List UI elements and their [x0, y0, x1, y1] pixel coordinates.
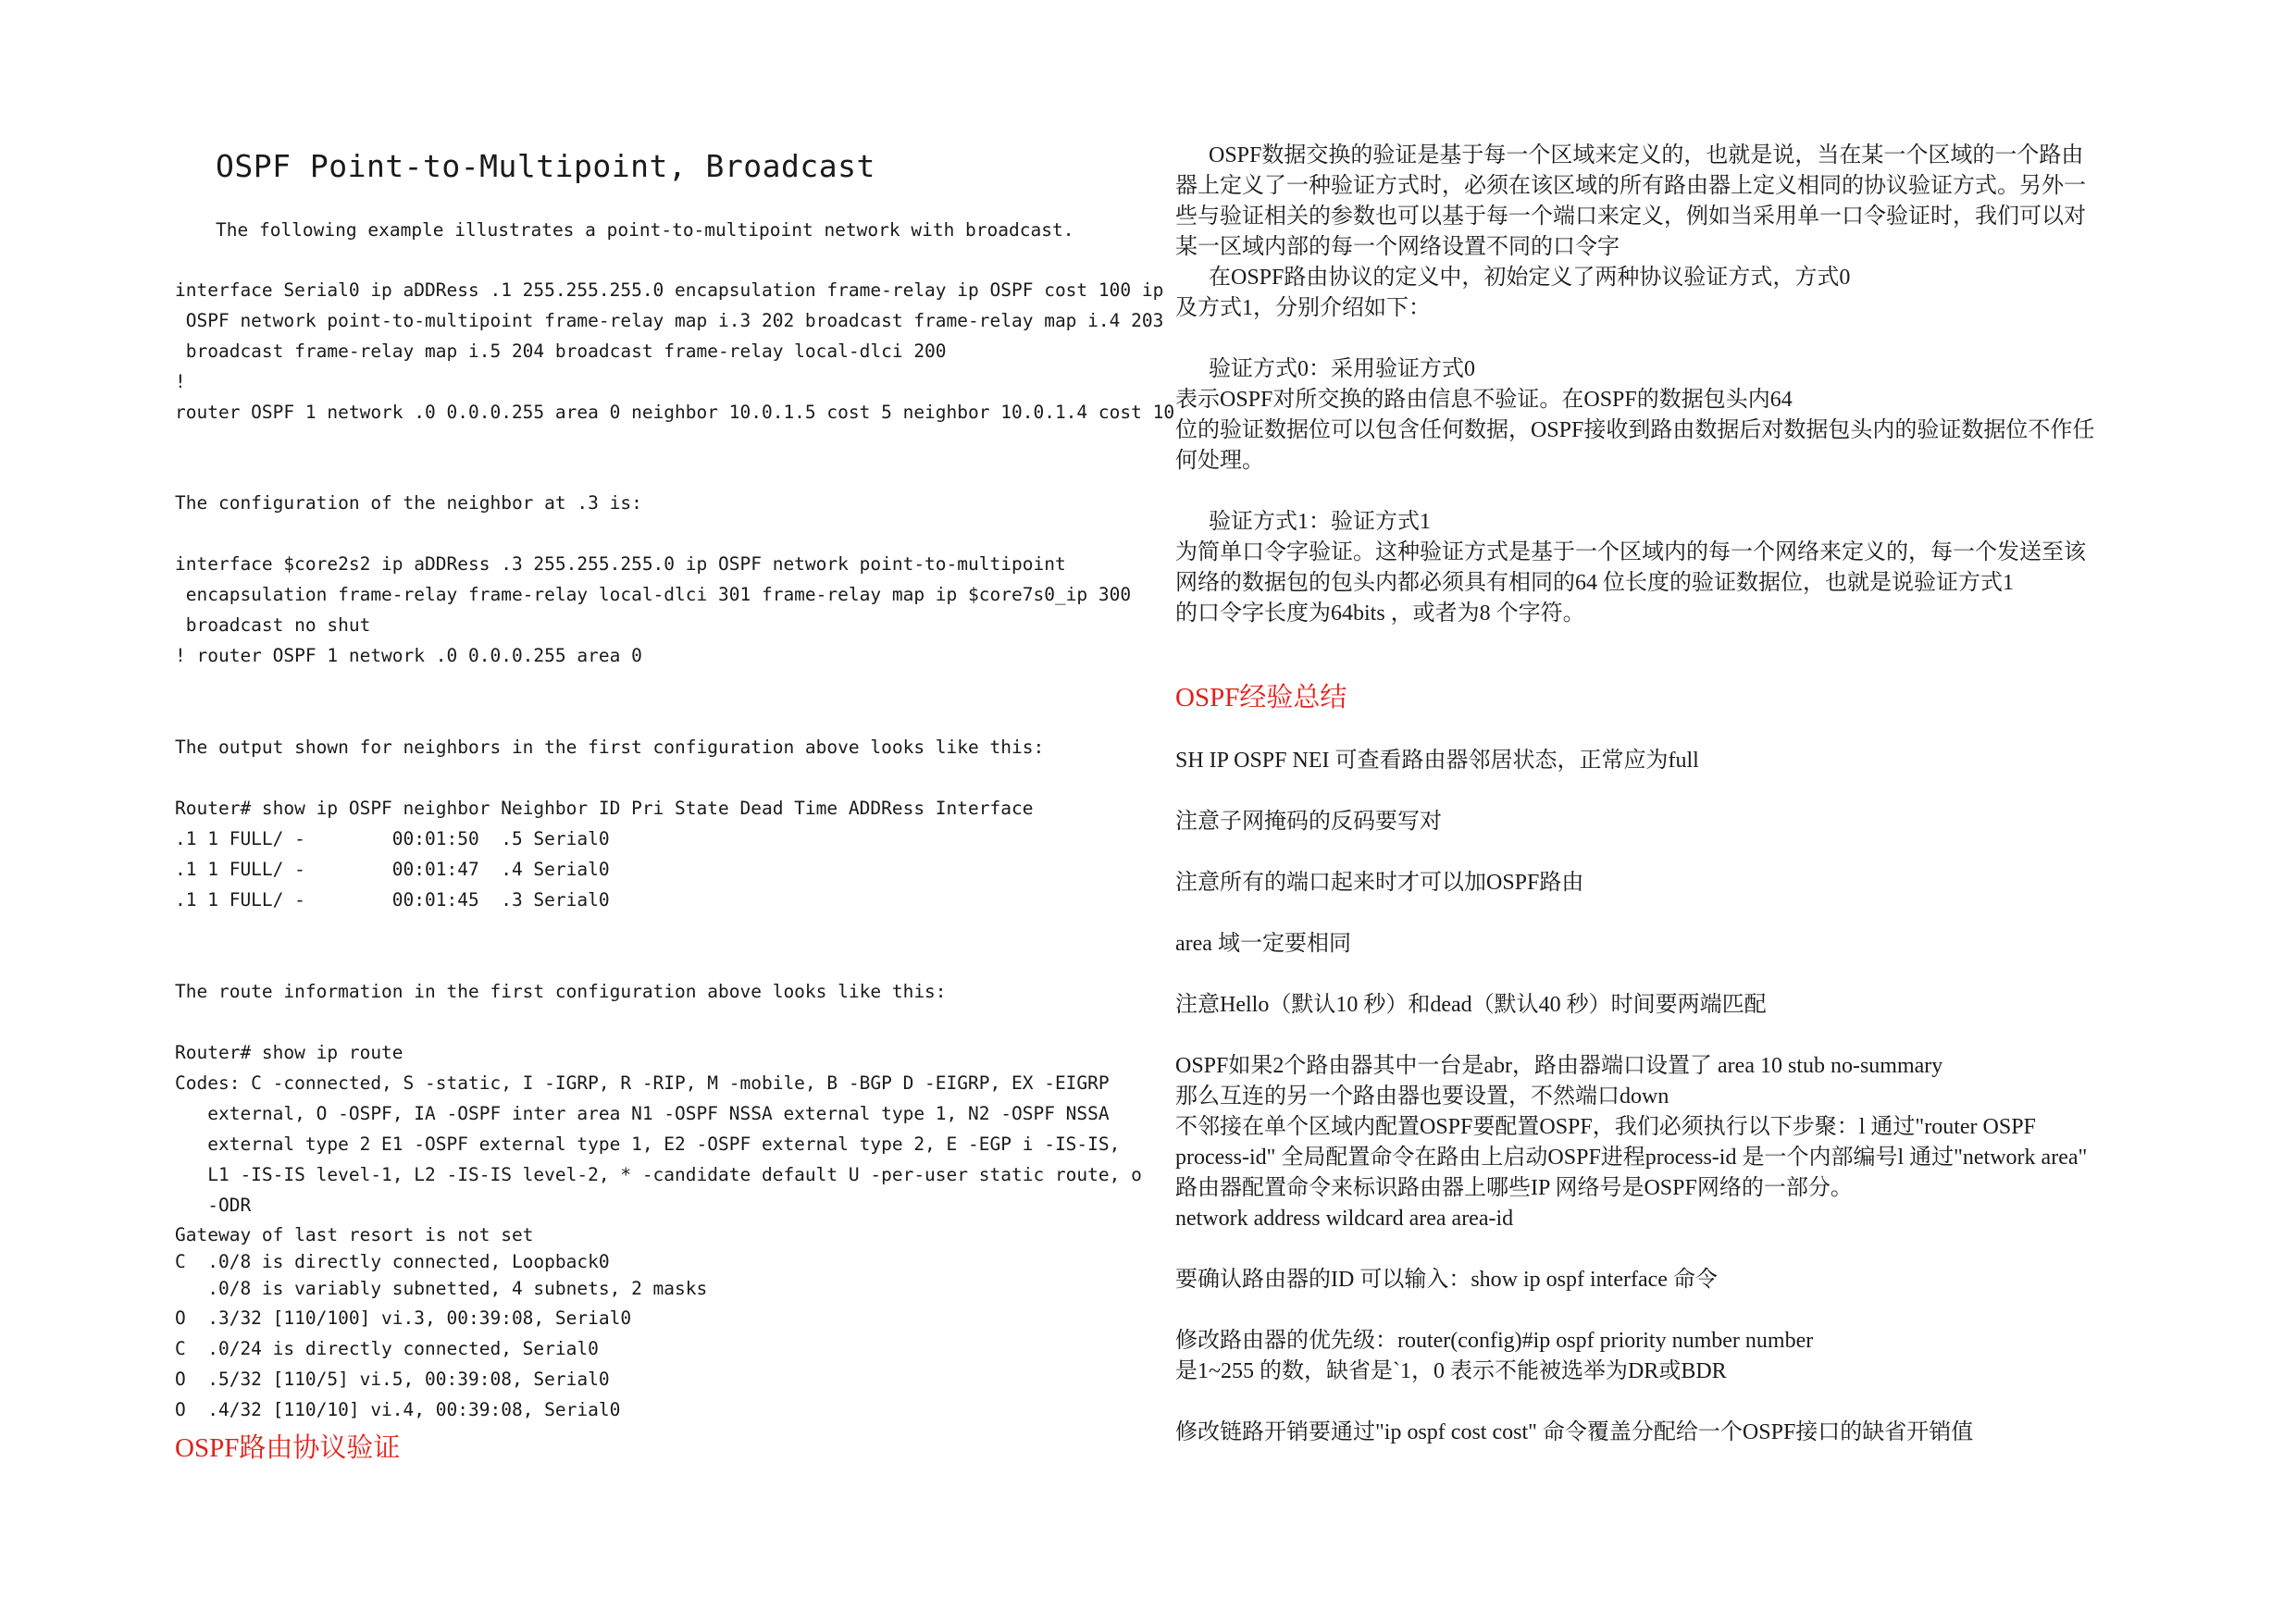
block1-line: process-id" 全局配置命令在路由上启动OSPF进程process-id 是一个内部编号l 通过"network area" — [1175, 1146, 2088, 1170]
auth-heading: OSPF路由协议验证 — [175, 1433, 401, 1463]
tip-line: SH IP OSPF NEI 可查看路由器邻居状态，正常应为full — [1175, 749, 1699, 773]
route-output-line: L1 -IS-IS level-1, L2 -IS-IS level-2, * -candidate default U -per-user static route, o — [175, 1164, 1142, 1185]
page-title: OSPF Point-to-Multipoint, Broadcast — [216, 148, 875, 184]
config-line: broadcast frame-relay map i.5 204 broadcast frame-relay local-dlci 200 — [175, 341, 947, 362]
route-output-line: Codes: C -connected, S -static, I -IGRP, R -RIP, M -mobile, B -BGP D -EIGRP, EX -EIGRP — [175, 1072, 1110, 1094]
tip-line: 注意子网掩码的反码要写对 — [1175, 810, 1442, 834]
mode0-line: 位的验证数据位可以包含任何数据，OSPF接收到路由数据后对数据包头内的验证数据位不作任 — [1175, 418, 2095, 442]
output-heading: The output shown for neighbors in the first configuration above looks like this: — [175, 737, 1045, 758]
mode0-line: 表示OSPF对所交换的路由信息不验证。在OSPF的数据包头内64 — [1175, 388, 1793, 412]
priority-line: 修改路由器的优先级：router(config)#ip ospf priority number number — [1175, 1329, 1814, 1353]
priority-line: 是1~255 的数，缺省是`1，0 表示不能被选举为DR或BDR — [1175, 1359, 1727, 1383]
auth-paragraph-line: 及方式1，分别介绍如下： — [1175, 296, 1431, 320]
route-output-line: O .5/32 [110/5] vi.5, 00:39:08, Serial0 — [175, 1369, 610, 1390]
tip-line: 注意所有的端口起来时才可以加OSPF路由 — [1175, 871, 1584, 895]
neighbor-output-line: Router# show ip OSPF neighbor Neighbor ID Pri State Dead Time ADDRess Interface — [175, 798, 1034, 819]
tip-line: area 域一定要相同 — [1175, 932, 1351, 956]
mode1-line: 的口令字长度为64bits ，或者为8 个字符。 — [1175, 601, 1585, 626]
tip-line: 注意Hello（默认10 秒）和dead（默认40 秒）时间要两端匹配 — [1175, 993, 1767, 1017]
block1-line: 不邻接在单个区域内配置OSPF要配置OSPF，我们必须执行以下步聚：l 通过"router OSPF — [1175, 1115, 2036, 1139]
config-line: router OSPF 1 network .0 0.0.0.255 area 0 neighbor 10.0.1.5 cost 5 neighbor 10.0.1.4 cost 10 — [175, 402, 1175, 423]
route-output-line: external type 2 E1 -OSPF external type 1, E2 -OSPF external type 2, E -EGP i -IS-IS, — [175, 1134, 1121, 1155]
cost-line: 修改链路开销要通过"ip ospf cost cost" 命令覆盖分配给一个OSPF接口的缺省开销值 — [1175, 1420, 1974, 1444]
route-output-line: O .3/32 [110/100] vi.3, 00:39:08, Serial0 — [175, 1307, 632, 1329]
config2-line: encapsulation frame-relay frame-relay local-dlci 301 frame-relay map ip $core7s0_ip 300 — [175, 584, 1132, 605]
block1-line: OSPF如果2个路由器其中一台是abr，路由器端口设置了 area 10 stub no-summary — [1175, 1054, 1943, 1078]
neighbor-output-line: .1 1 FULL/ - 00:01:45 .3 Serial0 — [175, 889, 610, 911]
block1-line: 路由器配置命令来标识路由器上哪些IP 网络号是OSPF网络的一部分。 — [1175, 1176, 1853, 1200]
config-line: OSPF network point-to-multipoint frame-relay map i.3 202 broadcast frame-relay map i.4 203 — [175, 310, 1164, 331]
route-output-line: .0/8 is variably subnetted, 4 subnets, 2 masks — [175, 1278, 708, 1299]
neighbor-heading: The configuration of the neighbor at .3 is: — [175, 492, 642, 514]
config2-line: broadcast no shut — [175, 614, 371, 636]
neighbor-output-line: .1 1 FULL/ - 00:01:47 .4 Serial0 — [175, 859, 610, 880]
mode0-line: 何处理。 — [1175, 449, 1264, 473]
auth-paragraph-line: OSPF数据交换的验证是基于每一个区域来定义的，也就是说，当在某一个区域的一个路由 — [1175, 143, 2084, 167]
tip-router-id: 要确认路由器的ID 可以输入：show ip ospf interface 命令 — [1175, 1268, 1718, 1292]
route-output-line: O .4/32 [110/10] vi.4, 00:39:08, Serial0 — [175, 1399, 621, 1420]
route-output-line: C .0/24 is directly connected, Serial0 — [175, 1338, 599, 1359]
summary-heading: OSPF经验总结 — [1175, 683, 1347, 712]
auth-paragraph-line: 某一区域内部的每一个网络设置不同的口令字 — [1175, 235, 1620, 259]
config2-line: ! router OSPF 1 network .0 0.0.0.255 area 0 — [175, 645, 642, 666]
mode0-line: 验证方式0：采用验证方式0 — [1175, 357, 1475, 381]
neighbor-output-line: .1 1 FULL/ - 00:01:50 .5 Serial0 — [175, 828, 610, 849]
auth-paragraph-line: 些与验证相关的参数也可以基于每一个端口来定义，例如当采用单一口令验证时，我们可以对 — [1175, 204, 2086, 229]
mode1-line: 为简单口令字验证。这种验证方式是基于一个区域内的每一个网络来定义的，每一个发送至该 — [1175, 540, 2086, 564]
route-output-line: external, O -OSPF, IA -OSPF inter area N1 -OSPF NSSA external type 1, N2 -OSPF NSSA — [175, 1103, 1110, 1124]
config2-line: interface $core2s2 ip aDDRess .3 255.255.255.0 ip OSPF network point-to-multipoint — [175, 553, 1066, 575]
config-line: interface Serial0 ip aDDRess .1 255.255.255.0 encapsulation frame-relay ip OSPF cost 100 ip — [175, 279, 1164, 301]
mode1-line: 验证方式1：验证方式1 — [1175, 510, 1431, 534]
auth-paragraph-line: 器上定义了一种验证方式时，必须在该区域的所有路由器上定义相同的协议验证方式。另外一 — [1175, 174, 2086, 198]
intro-text: The following example illustrates a point-to-multipoint network with broadcast. — [216, 219, 1074, 241]
config-line: ! — [175, 371, 186, 392]
mode1-line: 网络的数据包的包头内都必须具有相同的64 位长度的验证数据位，也就是说验证方式1 — [1175, 571, 2014, 595]
route-output-line: Router# show ip route — [175, 1042, 403, 1063]
route-output-line: -ODR — [175, 1195, 252, 1216]
route-heading: The route information in the first configuration above looks like this: — [175, 981, 947, 1002]
block1-line: network address wildcard area area-id — [1175, 1207, 1514, 1231]
auth-paragraph-line: 在OSPF路由协议的定义中，初始定义了两种协议验证方式，方式0 — [1175, 266, 1851, 290]
route-output-line: Gateway of last resort is not set — [175, 1224, 534, 1245]
route-output-line: C .0/8 is directly connected, Loopback0 — [175, 1251, 610, 1272]
block1-line: 那么互连的另一个路由器也要设置，不然端口down — [1175, 1084, 1669, 1109]
